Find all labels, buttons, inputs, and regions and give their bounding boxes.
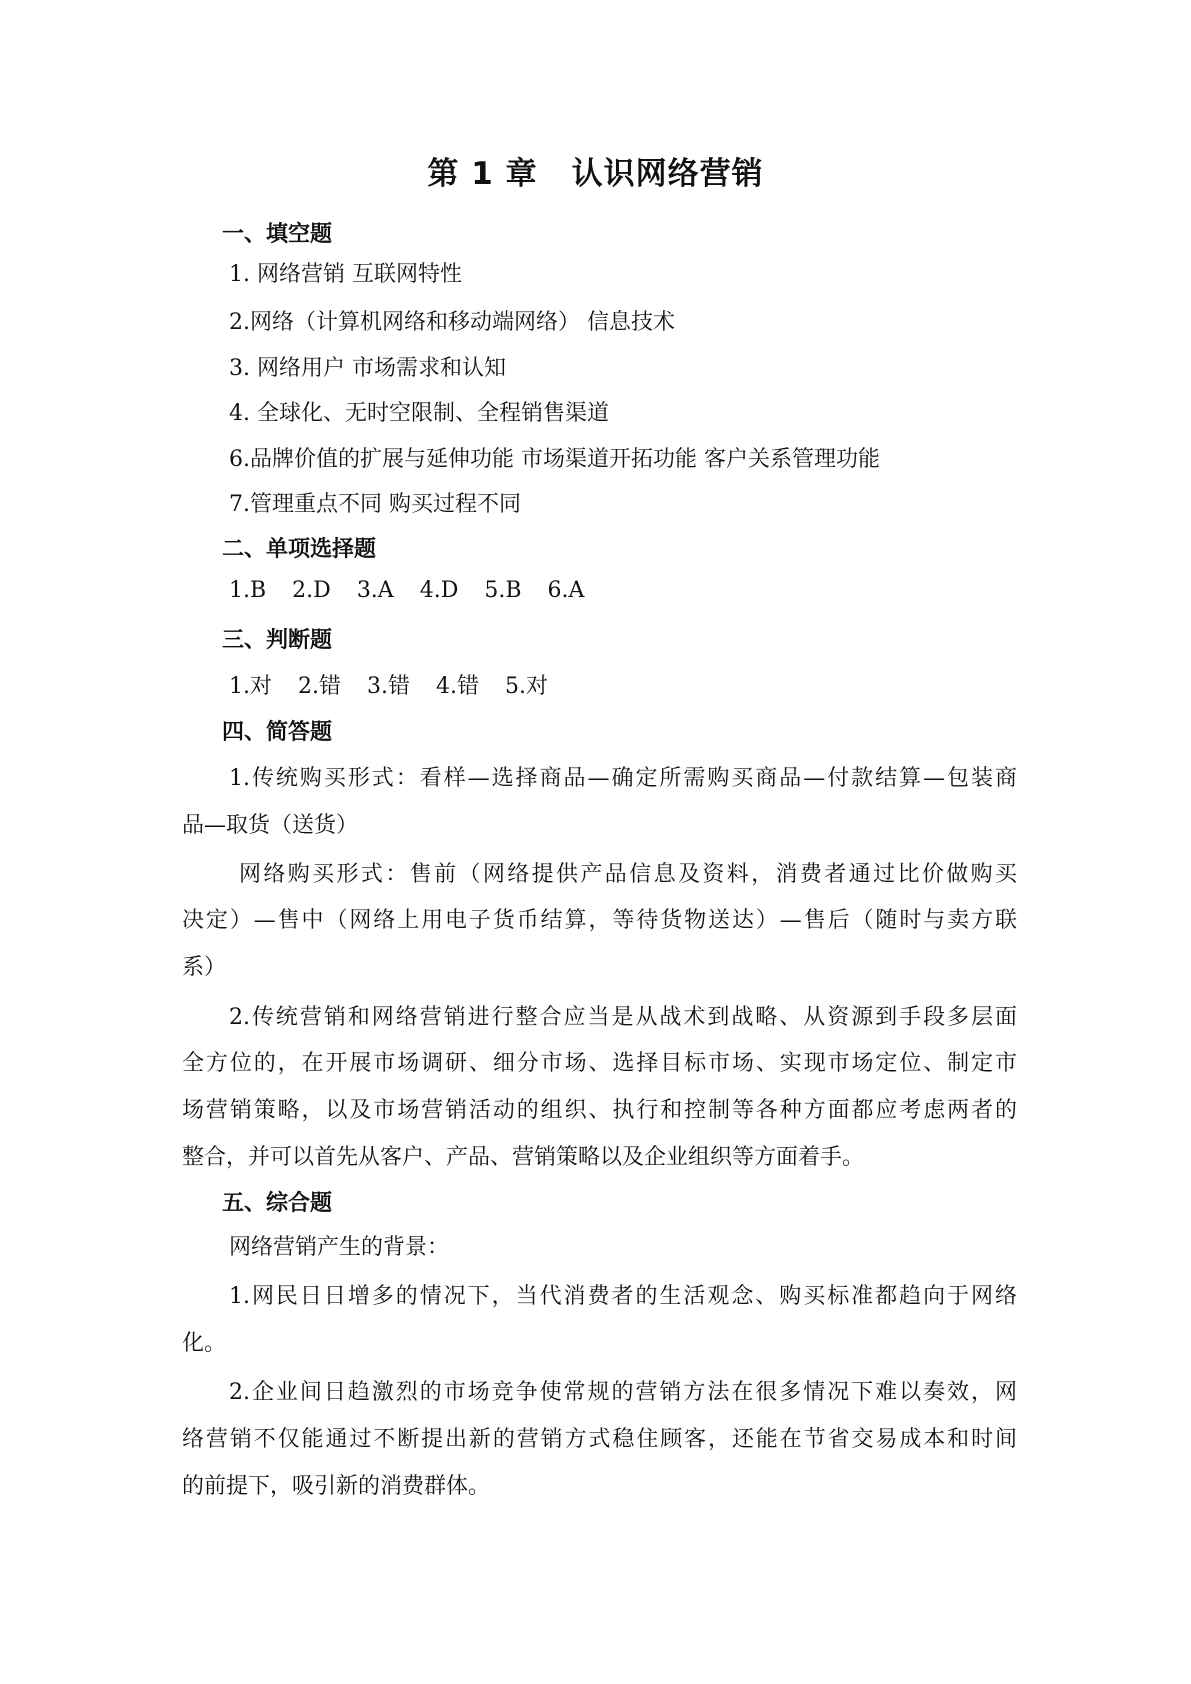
- true-false-answer: 5.对: [505, 674, 548, 699]
- chapter-title: [0, 148, 1191, 193]
- fill-blank-answer-4: 4. 全球化、无时空限制、全程销售渠道: [229, 401, 609, 426]
- fill-blank-answer-1: 1. 网络营销 互联网特性: [229, 262, 462, 287]
- true-false-answer: 3.错: [367, 674, 410, 699]
- choice-answer: 6.A: [547, 578, 585, 603]
- true-false-answer: 4.错: [436, 674, 479, 699]
- section-heading-fill-blank: 一、填空题: [222, 222, 333, 247]
- fill-blank-answer-7: 7.管理重点不同 购买过程不同: [229, 492, 521, 517]
- comprehensive-point-2-line-3: 的前提下，吸引新的消费群体。: [182, 1474, 491, 1499]
- short-answer-2-line-4: 整合，并可以首先从客户、产品、营销策略以及企业组织等方面着手。: [182, 1145, 865, 1170]
- true-false-answer: 2.错: [298, 674, 341, 699]
- choice-answer: 2.D: [292, 578, 331, 603]
- short-answer-2-line-2: 全方位的，在开展市场调研、细分市场、选择目标市场、实现市场定位、制定市: [182, 1051, 1017, 1076]
- short-answer-2-line-3: 场营销策略，以及市场营销活动的组织、执行和控制等各种方面都应考虑两者的: [182, 1098, 1017, 1123]
- true-false-answer: 1.对: [229, 674, 272, 699]
- choice-answer: 5.B: [484, 578, 522, 603]
- comprehensive-point-2-line-2: 络营销不仅能通过不断提出新的营销方式稳住顾客，还能在节省交易成本和时间: [182, 1427, 1017, 1452]
- chapter-name: 认识网络营销: [571, 156, 764, 192]
- comprehensive-point-1-line-2: 化。: [182, 1331, 227, 1356]
- short-answer-2-line-1: 2.传统营销和网络营销进行整合应当是从战术到战略、从资源到手段多层面: [229, 1005, 1017, 1030]
- section-heading-short-answer: 四、简答题: [222, 720, 333, 745]
- choice-answer: 3.A: [356, 578, 394, 603]
- comprehensive-intro: 网络营销产生的背景：: [229, 1235, 450, 1260]
- section-heading-single-choice: 二、单项选择题: [222, 537, 377, 562]
- fill-blank-answer-3: 3. 网络用户 市场需求和认知: [229, 356, 506, 381]
- comprehensive-point-1-line-1: 1.网民日日增多的情况下，当代消费者的生活观念、购买标准都趋向于网络: [229, 1284, 1017, 1309]
- comprehensive-point-2-line-1: 2.企业间日趋激烈的市场竞争使常规的营销方法在很多情况下难以奏效，网: [229, 1380, 1017, 1405]
- section-heading-comprehensive: 五、综合题: [222, 1191, 333, 1216]
- chapter-number: 第 1 章: [427, 156, 538, 192]
- section-heading-true-false: 三、判断题: [222, 628, 333, 653]
- short-answer-1-line-1: 1.传统购买形式：看样—选择商品—确定所需购买商品—付款结算—包装商: [229, 766, 1017, 791]
- choice-answer: 4.D: [419, 578, 459, 603]
- fill-blank-answer-2: 2.网络（计算机网络和移动端网络） 信息技术: [229, 310, 675, 335]
- short-answer-1b-line-2: 决定）—售中（网络上用电子货币结算，等待货物送达）—售后（随时与卖方联: [182, 908, 1017, 933]
- fill-blank-answer-6: 6.品牌价值的扩展与延伸功能 市场渠道开拓功能 客户关系管理功能: [229, 447, 880, 472]
- true-false-answers: [229, 669, 574, 700]
- choice-answer: 1.B: [229, 578, 267, 603]
- short-answer-1b-line-1: 网络购买形式：售前（网络提供产品信息及资料，消费者通过比价做购买: [239, 862, 1017, 887]
- single-choice-answers: [229, 578, 610, 603]
- short-answer-1b-line-3: 系）: [182, 955, 227, 980]
- short-answer-1-line-2: 品—取货（送货）: [182, 813, 359, 838]
